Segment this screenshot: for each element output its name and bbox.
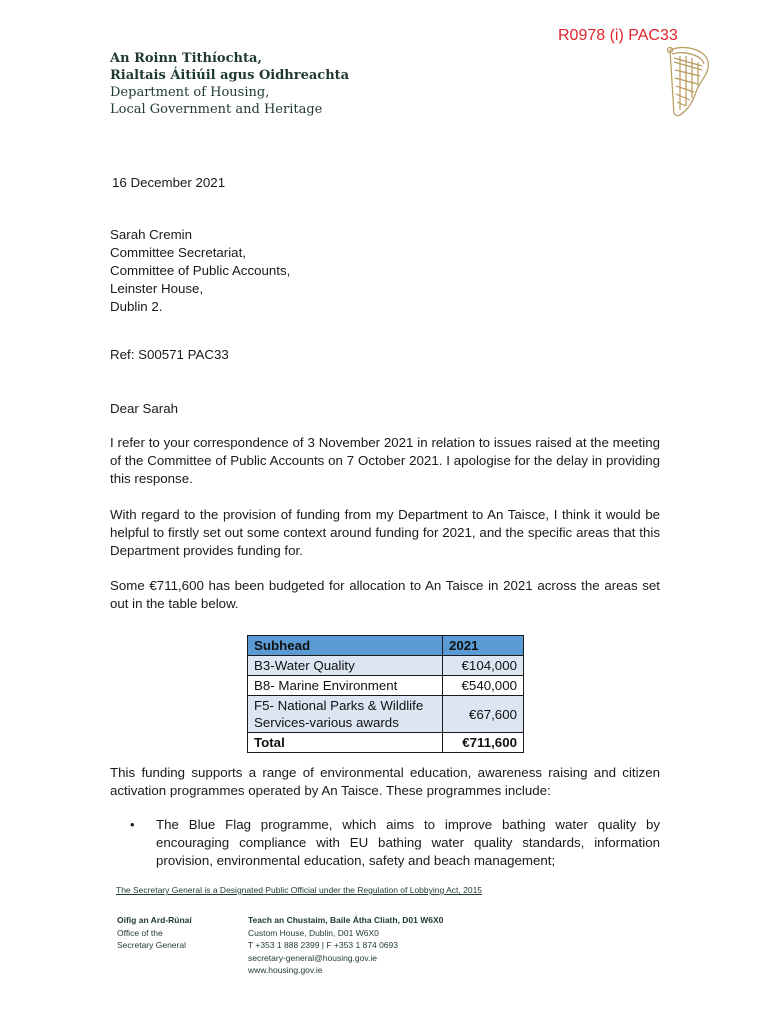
list-item: The Blue Flag programme, which aims to improve bathing water quality by encouraging compliance with EU bathing water quality standards, information provision, environmental education, safety and beach management; — [156, 817, 660, 868]
reference-line: Ref: S00571 PAC33 — [110, 347, 229, 362]
harp-emblem-icon — [656, 40, 716, 120]
address-line: Sarah Cremin — [110, 227, 193, 242]
table-row — [248, 676, 524, 696]
address-english: Custom House, Dublin, D01 W6X0 — [248, 927, 379, 938]
table-cell-amount: €104,000 — [443, 656, 524, 676]
table-cell-amount: €540,000 — [443, 676, 524, 696]
department-name-english-2: Local Government and Heritage — [110, 102, 323, 117]
paragraph-1: I refer to your correspondence of 3 November 2021 in relation to issues raised at the meeting of the Committee of Public Accounts on 7 October 2021. I apologise for the delay in providing this response. — [110, 435, 660, 486]
address-line: Committee Secretariat, — [110, 245, 246, 260]
table-row — [248, 696, 524, 733]
address-line: Committee of Public Accounts, — [110, 263, 291, 278]
table-cell-subhead: B8- Marine Environment — [248, 676, 443, 696]
letter-date: 16 December 2021 — [112, 175, 226, 190]
office-line: Office of the — [117, 927, 163, 938]
table-row — [248, 656, 524, 676]
footer-contact — [248, 914, 443, 977]
department-name-irish-2: Rialtais Áitiúil agus Oidhreachta — [110, 68, 350, 83]
department-name-irish-1: An Roinn Tithíochta, — [110, 51, 262, 66]
department-heading — [110, 50, 349, 118]
lobbying-notice: The Secretary General is a Designated Public Official under the Regulation of Lobbying Act, 2015 — [116, 885, 483, 895]
programme-list — [130, 816, 660, 870]
table-header-year: 2021 — [443, 636, 524, 656]
phone-fax: T +353 1 888 2399 | F +353 1 874 0693 — [248, 940, 398, 950]
table-total-label: Total — [248, 733, 443, 753]
office-irish: Oifig an Ard-Rúnaí — [117, 915, 192, 925]
address-line: Leinster House, — [110, 281, 204, 296]
address-irish: Teach an Chustaim, Baile Átha Cliath, D01 W6X0 — [248, 915, 444, 925]
table-header-row — [248, 636, 524, 656]
table-cell-subhead: F5- National Parks & Wildlife Services-various awards — [248, 696, 443, 733]
table-cell-amount: €67,600 — [443, 696, 524, 733]
paragraph-2: With regard to the provision of funding from my Department to An Taisce, I think it would be helpful to firstly set out some context around funding for 2021, and the specific areas that this Department provides funding for. — [110, 507, 660, 558]
paragraph-4: This funding supports a range of environmental education, awareness raising and citizen activation programmes operated by An Taisce. These programmes include: — [110, 765, 660, 798]
table-total-amount: €711,600 — [443, 733, 524, 753]
reference-stamp: R0978 (i) PAC33 — [558, 27, 678, 44]
table-total-row — [248, 733, 524, 753]
table-cell-subhead: B3-Water Quality — [248, 656, 443, 676]
salutation: Dear Sarah — [110, 401, 178, 416]
recipient-address — [110, 226, 290, 316]
department-name-english-1: Department of Housing, — [110, 85, 270, 100]
table-header-subhead: Subhead — [248, 636, 443, 656]
paragraph-3: Some €711,600 has been budgeted for allocation to An Taisce in 2021 across the areas set out in the table below. — [110, 578, 660, 611]
funding-table — [247, 635, 524, 753]
website-link[interactable]: www.housing.gov.ie — [248, 965, 323, 975]
office-line: Secretary General — [117, 940, 186, 950]
address-line: Dublin 2. — [110, 299, 163, 314]
footer-office — [117, 914, 192, 952]
bullet-icon: • — [130, 817, 135, 832]
email-link[interactable]: secretary-general@housing.gov.ie — [248, 952, 377, 963]
